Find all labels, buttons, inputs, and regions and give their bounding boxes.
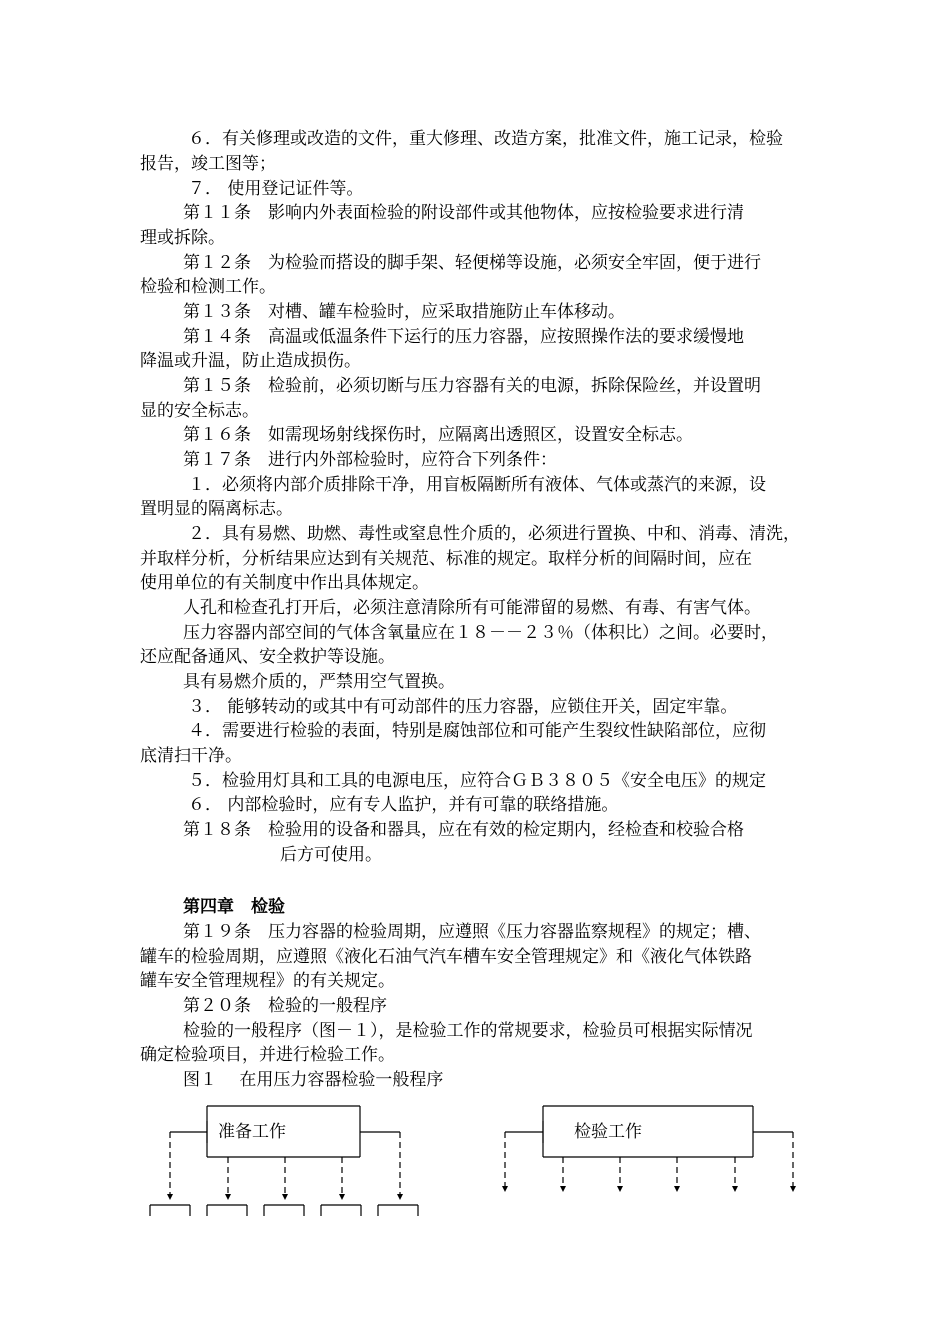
text-line: 底清扫干净。 bbox=[140, 746, 242, 766]
text-line: 并取样分析，分析结果应达到有关规范、标准的规定。取样分析的间隔时间，应在 bbox=[140, 549, 752, 569]
chapter-heading: 第四章 检验 bbox=[183, 897, 285, 917]
text-line: 第１２条 为检验而搭设的脚手架、轻便梯等设施，必须安全牢固，便于进行 bbox=[183, 253, 761, 273]
inspection-work-label: 检验工作 bbox=[574, 1122, 642, 1142]
text-line: 第１４条 高温或低温条件下运行的压力容器，应按照操作法的要求缓慢地 bbox=[183, 327, 744, 347]
text-line: 第１６条 如需现场射线探伤时，应隔离出透照区，设置安全标志。 bbox=[183, 425, 693, 445]
text-line: 第１９条 压力容器的检验周期，应遵照《压力容器监察规程》的规定；槽、 bbox=[183, 922, 761, 942]
text-line: 人孔和检查孔打开后，必须注意清除所有可能滞留的易燃、有毒、有害气体。 bbox=[183, 598, 761, 618]
text-line: 还应配备通风、安全救护等设施。 bbox=[140, 647, 395, 667]
text-line: 第１５条 检验前，必须切断与压力容器有关的电源，拆除保险丝，并设置明 bbox=[183, 376, 761, 396]
figure-caption: 图１ 在用压力容器检验一般程序 bbox=[183, 1070, 444, 1090]
text-line: ３． 能够转动的或其中有可动部件的压力容器，应锁住开关，固定牢靠。 bbox=[188, 697, 738, 717]
text-line: 理或拆除。 bbox=[140, 228, 225, 248]
text-line: 确定检验项目，并进行检验工作。 bbox=[140, 1045, 395, 1065]
text-line: ６．有关修理或改造的文件，重大修理、改造方案，批准文件，施工记录，检验 bbox=[188, 129, 783, 149]
text-line: ２．具有易燃、助燃、毒性或窒息性介质的，必须进行置换、中和、消毒、清洗， bbox=[188, 524, 800, 544]
prepare-work-label: 准备工作 bbox=[218, 1122, 286, 1142]
text-line: ５．检验用灯具和工具的电源电压，应符合ＧＢ３８０５《安全电压》的规定 bbox=[188, 771, 766, 791]
text-line: 使用单位的有关制度中作出具体规定。 bbox=[140, 573, 429, 593]
text-line: 第１７条 进行内外部检验时，应符合下列条件： bbox=[183, 450, 557, 470]
text-line: 第２０条 检验的一般程序 bbox=[183, 996, 387, 1016]
text-line: 报告，竣工图等； bbox=[140, 154, 276, 174]
text-line: ７． 使用登记证件等。 bbox=[188, 179, 364, 199]
text-line: 具有易燃介质的，严禁用空气置换。 bbox=[183, 672, 455, 692]
text-line: 检验的一般程序（图－１），是检验工作的常规要求，检验员可根据实际情况 bbox=[183, 1021, 753, 1041]
text-line: 第１１条 影响内外表面检验的附设部件或其他物体，应按检验要求进行清 bbox=[183, 203, 744, 223]
text-line: 压力容器内部空间的气体含氧量应在１８－－２３％（体积比）之间。必要时， bbox=[183, 623, 778, 643]
text-line: 第１８条 检验用的设备和器具，应在有效的检定期内，经检查和校验合格 bbox=[183, 820, 744, 840]
text-line: 显的安全标志。 bbox=[140, 401, 259, 421]
text-line: 第１３条 对槽、罐车检验时，应采取措施防止车体移动。 bbox=[183, 302, 625, 322]
text-line: 降温或升温，防止造成损伤。 bbox=[140, 351, 361, 371]
text-line: 后方可使用。 bbox=[280, 845, 382, 865]
text-line: ４．需要进行检验的表面，特别是腐蚀部位和可能产生裂纹性缺陷部位，应彻 bbox=[188, 721, 766, 741]
text-line: 检验和检测工作。 bbox=[140, 277, 276, 297]
text-line: 罐车安全管理规程》的有关规定。 bbox=[140, 971, 395, 991]
text-line: ６． 内部检验时，应有专人监护，并有可靠的联络措施。 bbox=[188, 795, 619, 815]
text-line: 罐车的检验周期，应遵照《液化石油气汽车槽车安全管理规定》和《液化气体铁路 bbox=[140, 947, 752, 967]
text-line: １．必须将内部介质排除干净，用盲板隔断所有液体、气体或蒸汽的来源，设 bbox=[188, 475, 766, 495]
text-line: 置明显的隔离标志。 bbox=[140, 499, 293, 519]
